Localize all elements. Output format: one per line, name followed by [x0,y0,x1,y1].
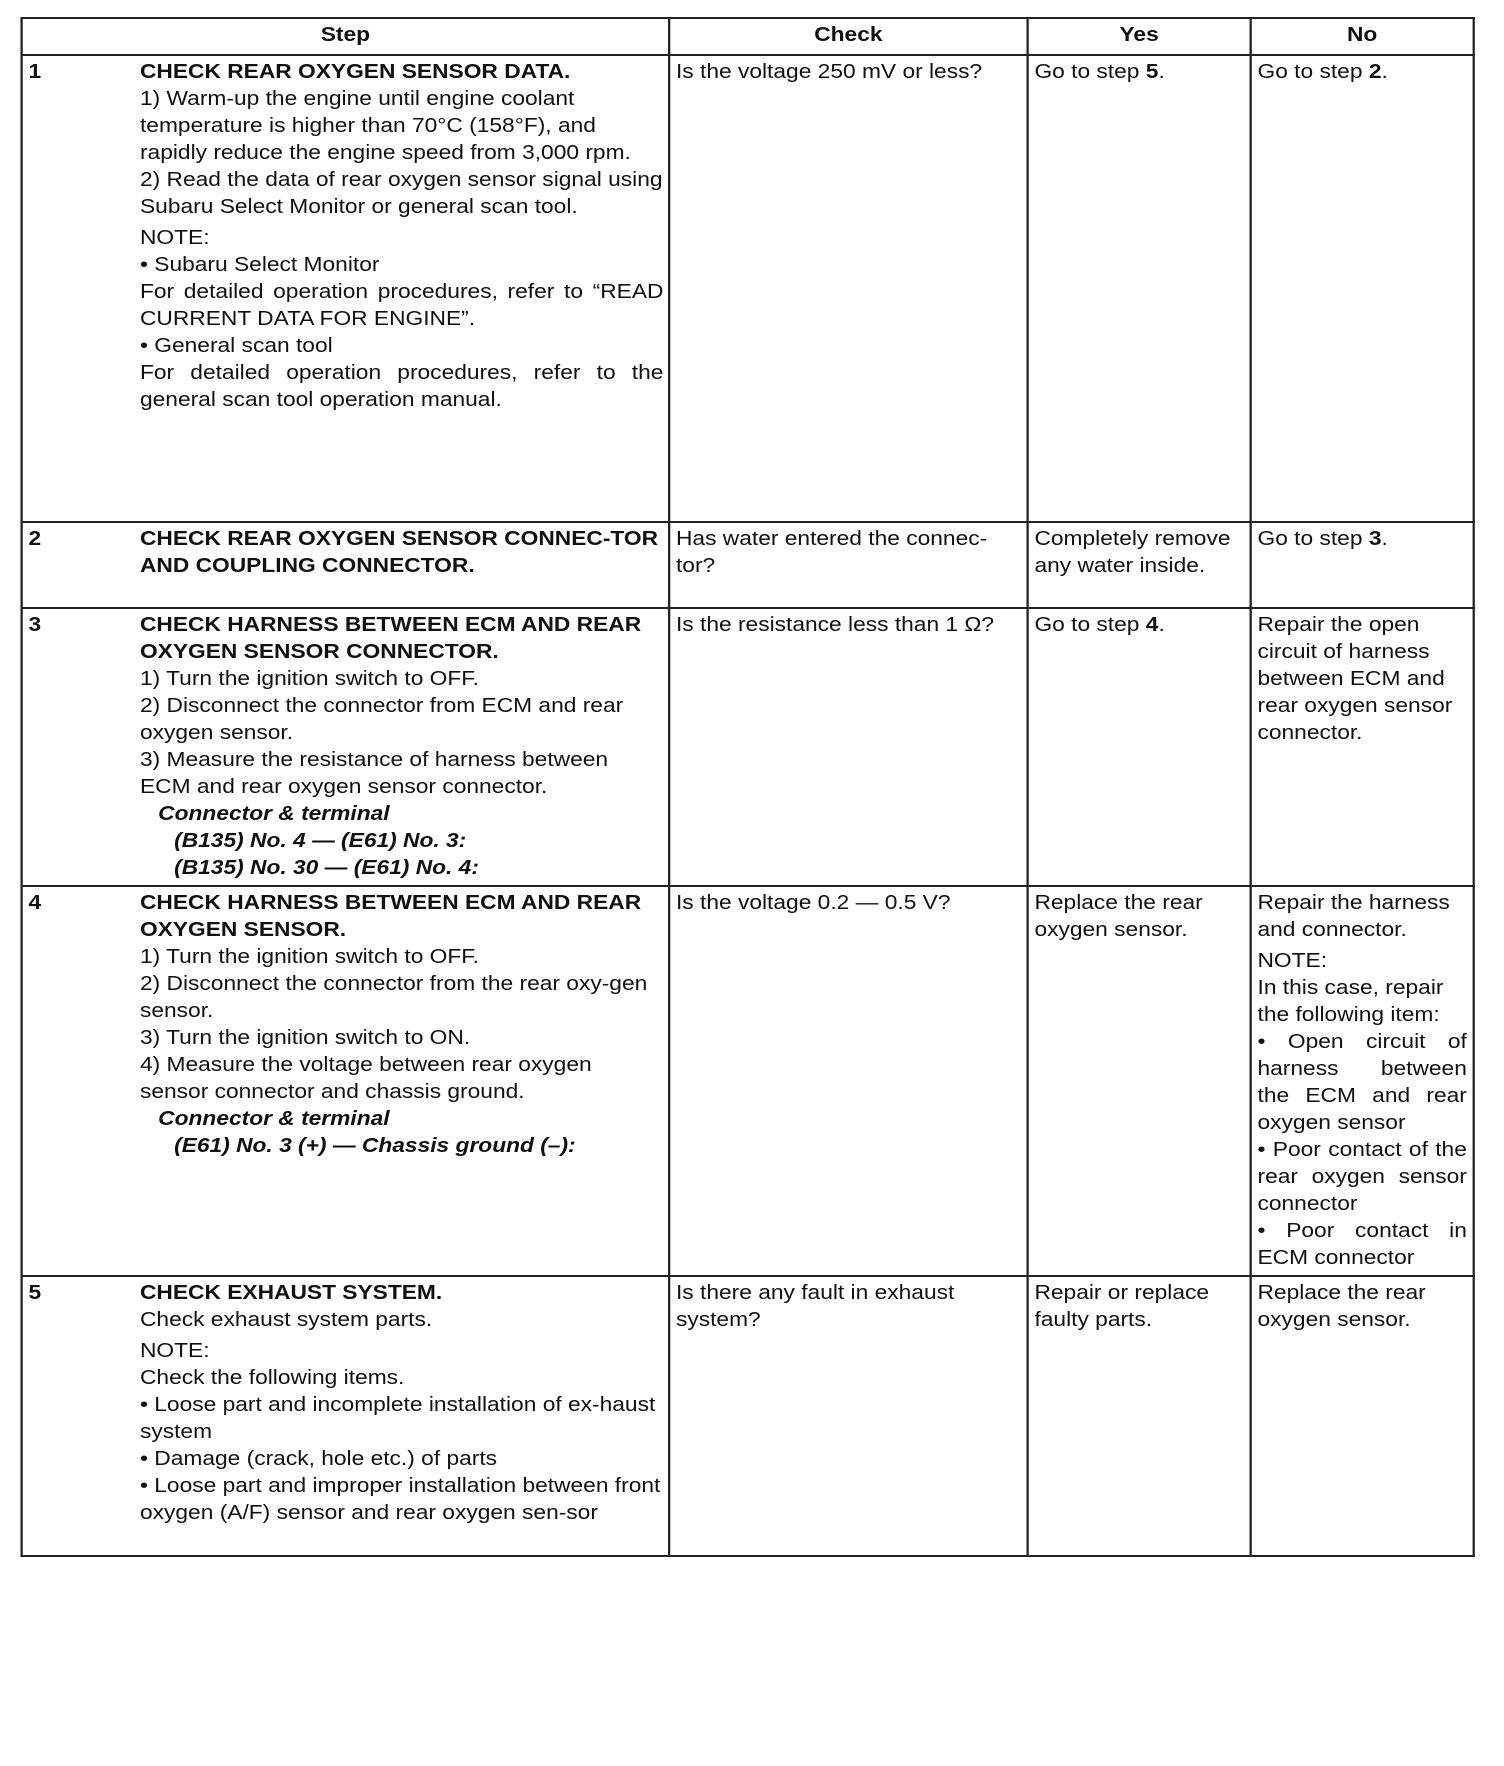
note-line: • Loose part and improper installation between front oxygen (A/F) sensor and rear oxygen sen-sor [139,1475,661,1524]
step-instruction: 2) Disconnect the connector from ECM and rear oxygen sensor. [139,695,624,744]
no-cell: Replace the rear oxygen sensor. [1251,1276,1474,1556]
table-row [22,1276,1474,1556]
step-number: 3 [28,614,42,636]
check-cell: Is the voltage 250 mV or less? [669,55,1027,522]
yes-step-number: 4 [1145,614,1159,636]
yes-suffix: . [1158,61,1165,83]
note-label: NOTE: [139,227,210,249]
header-step: Step [22,18,670,55]
header-yes: Yes [1028,18,1251,55]
yes-step-number: 5 [1145,61,1159,83]
step-title: CHECK REAR OXYGEN SENSOR CONNEC-TOR AND COUPLING CONNECTOR. [139,528,659,577]
step-body [140,56,668,417]
yes-text: Go to step [1034,614,1146,636]
table-header-row [22,18,1474,55]
connector-terminal: (B135) No. 30 — (E61) No. 4: [174,857,479,879]
step-number: 4 [28,892,42,914]
step-body [140,523,668,583]
step-instruction: 3) Measure the resistance of harness between ECM and rear oxygen sensor connector. [139,749,609,798]
yes-cell: Replace the rear oxygen sensor. [1028,886,1251,1276]
connector-terminal: (B135) No. 4 — (E61) No. 3: [174,830,467,852]
yes-suffix: . [1158,614,1165,636]
step-cell [22,608,670,886]
table-row [22,522,1474,608]
step-cell [22,522,670,608]
table-row [22,55,1474,522]
step-cell [22,1276,670,1556]
note-line: Check the following items. [139,1367,405,1389]
no-suffix: . [1381,61,1388,83]
no-cell [1251,522,1474,608]
diagnostic-table [20,17,1474,1557]
step-instruction: 1) Turn the ignition switch to OFF. [139,946,479,968]
yes-cell [1028,608,1251,886]
yes-cell [1028,55,1251,522]
no-cell: Repair the open circuit of harness between ECM and rear oxygen sensor connector. [1251,608,1474,886]
note-label: NOTE: [139,1340,210,1362]
note-line: • Poor contact of the rear oxygen sensor connector [1257,1139,1467,1215]
yes-cell: Completely remove any water inside. [1028,522,1251,608]
note-line: • General scan tool [139,335,333,357]
check-cell: Has water entered the connec-tor? [669,522,1027,608]
connector-label: Connector & terminal [158,803,390,825]
note-line: For detailed operation procedures, refer to “READ CURRENT DATA FOR ENGINE”. [139,281,664,330]
step-body [140,887,668,1163]
table-row [22,608,1474,886]
check-cell: Is the voltage 0.2 — 0.5 V? [669,886,1027,1276]
no-text: Go to step [1257,528,1369,550]
step-instruction: 1) Warm-up the engine until engine coolant temperature is higher than 70°C (158°F), and rapidly reduce the engine speed from 3,000 rpm. [139,88,631,164]
note-line: • Subaru Select Monitor [139,254,380,276]
step-title: CHECK REAR OXYGEN SENSOR DATA. [139,61,571,83]
step-instruction: 4) Measure the voltage between rear oxygen sensor connector and chassis ground. [139,1054,592,1103]
note-line: • Open circuit of harness between the ECM and rear oxygen sensor [1257,1031,1467,1134]
step-title: CHECK HARNESS BETWEEN ECM AND REAR OXYGEN SENSOR CONNECTOR. [139,614,642,663]
no-step-number: 3 [1368,528,1382,550]
step-instruction: 3) Turn the ignition switch to ON. [139,1027,471,1049]
step-cell [22,55,670,522]
step-title: CHECK HARNESS BETWEEN ECM AND REAR OXYGEN SENSOR. [139,892,642,941]
step-number: 5 [28,1282,42,1304]
step-instruction: 1) Turn the ignition switch to OFF. [139,668,479,690]
yes-cell: Repair or replace faulty parts. [1028,1276,1251,1556]
no-cell [1251,55,1474,522]
header-check: Check [669,18,1027,55]
step-number: 2 [28,528,42,550]
check-cell: Is there any fault in exhaust system? [669,1276,1027,1556]
note-label: NOTE: [1257,950,1328,972]
step-instruction: 2) Read the data of rear oxygen sensor signal using Subaru Select Monitor or general scan tool. [139,169,663,218]
no-step-number: 2 [1368,61,1382,83]
step-body [140,1277,668,1530]
check-cell: Is the resistance less than 1 Ω? [669,608,1027,886]
note-line: • Damage (crack, hole etc.) of parts [139,1448,498,1470]
no-cell [1251,886,1474,1276]
note-line: In this case, repair the following item: [1257,977,1444,1026]
step-cell [22,886,670,1276]
no-text: Go to step [1257,61,1369,83]
table-row [22,886,1474,1276]
no-action: Repair the harness and connector. [1257,892,1450,941]
step-instruction: 2) Disconnect the connector from the rear oxy-gen sensor. [139,973,648,1022]
note-line: • Loose part and incomplete installation of ex-haust system [139,1394,656,1443]
step-number: 1 [28,61,42,83]
no-suffix: . [1381,528,1388,550]
step-title: CHECK EXHAUST SYSTEM. [139,1282,443,1304]
connector-label: Connector & terminal [158,1108,390,1130]
note-line: • Poor contact in ECM connector [1257,1220,1467,1269]
step-instruction: Check exhaust system parts. [139,1309,433,1331]
yes-text: Go to step [1034,61,1146,83]
note-line: For detailed operation procedures, refer to the general scan tool operation manual. [139,362,664,411]
header-no: No [1251,18,1474,55]
step-body [140,609,668,885]
connector-terminal: (E61) No. 3 (+) — Chassis ground (–): [174,1135,576,1157]
